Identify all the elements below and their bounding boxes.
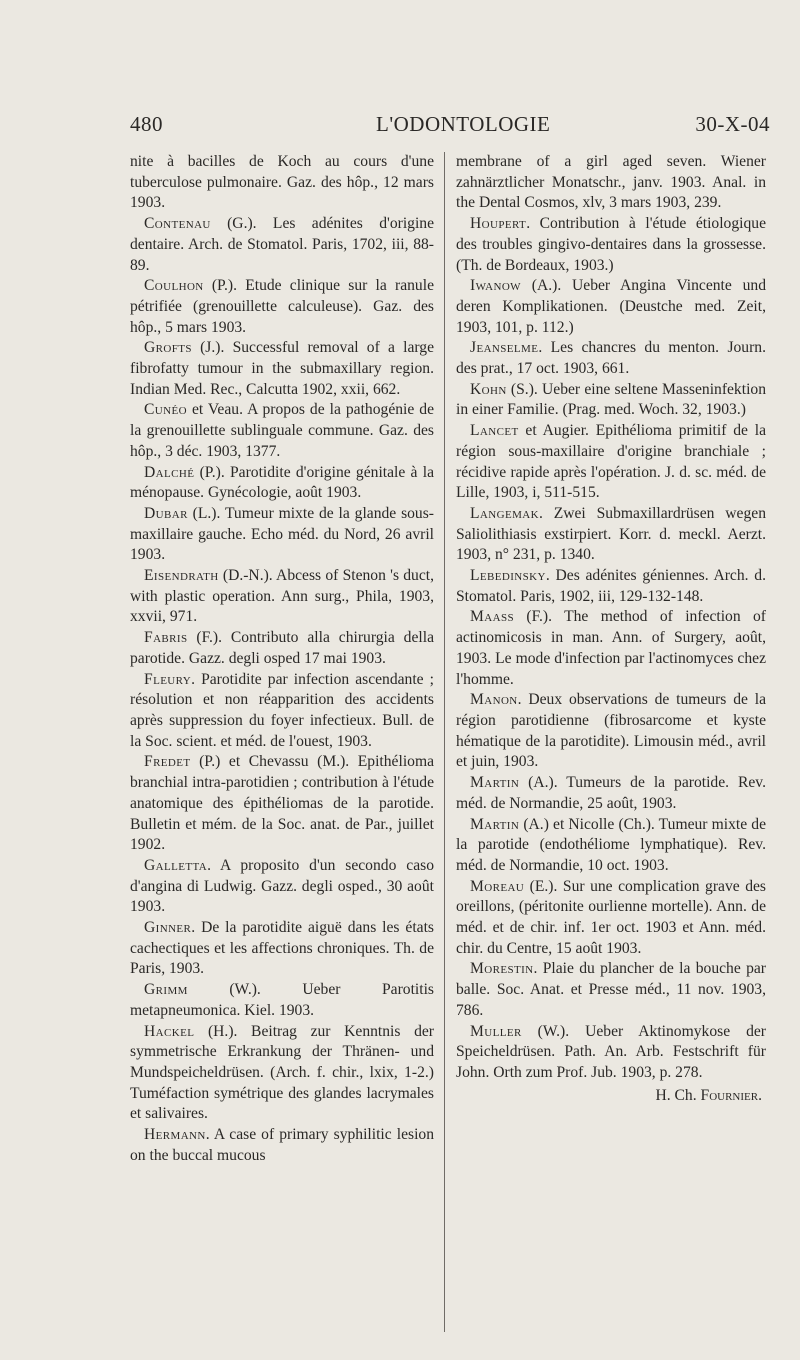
entry-text: . Zwei Submaxillardrüsen wegen Saliolithiasis exstirpiert. Korr. d. meckl. Aerzt. 1903, n° 231, p. 1340. bbox=[456, 504, 766, 564]
bibliography-entry bbox=[130, 918, 434, 980]
bibliography-entry bbox=[130, 276, 434, 338]
signature-name: Fournier bbox=[700, 1086, 759, 1104]
entry-author: Moreau bbox=[470, 877, 525, 895]
bibliography-entry bbox=[456, 959, 766, 1021]
bibliography-entry bbox=[456, 607, 766, 690]
entry-text: . A case of primary syphilitic lesion on the buccal mucous bbox=[130, 1126, 434, 1164]
bibliography-entry bbox=[456, 214, 766, 276]
journal-title: L'ODONTOLOGIE bbox=[376, 112, 551, 136]
entry-text: (H.). Beitrag zur Kenntnis der symmetrische Erkrankung der Thränen- und Mundspeicheldrüsen. (Arch. f. chir., lxix, 1-2.) Tuméfaction symétrique des glandes lacrymales et salivaires. bbox=[130, 1022, 434, 1123]
entry-text: . Parotidite par infection ascendante ; résolution et non réapparition des accidents après suppression du foyer infectieux. Bull. de la Soc. scient. et méd. de l'ouest, 1903. bbox=[130, 670, 434, 750]
bibliography-entry bbox=[130, 628, 434, 669]
bibliography-entry bbox=[130, 504, 434, 566]
issue-date: 30-X-04 bbox=[695, 112, 770, 136]
entry-author: Iwanow bbox=[470, 277, 521, 295]
entry-author: Grimm bbox=[144, 981, 188, 999]
bibliography-entry bbox=[456, 1022, 766, 1084]
bibliography-entry bbox=[130, 752, 434, 856]
entry-text: (D.-N.). Abcess of Stenon 's duct, with plastic operation. Ann surg., Phila, 1903, xxvii, 971. bbox=[130, 567, 434, 626]
entry-text: . Contribution à l'étude étiologique des troubles gingivo-dentaires dans la grossesse. (Th. de Bordeaux, 1903.) bbox=[456, 215, 766, 274]
bibliography-entry bbox=[130, 214, 434, 276]
entry-author: Contenau bbox=[144, 215, 211, 233]
entry-author: Dubar bbox=[144, 504, 188, 522]
entry-text: et Augier. Epithélioma primitif de la région sous-maxillaire d'origine branchiale ; récidive rapide après l'opération. J. d. sc. méd. de Lille, 1903, i, 511-515. bbox=[456, 422, 766, 502]
author-signature bbox=[456, 1086, 766, 1107]
right-column bbox=[456, 152, 766, 1106]
entry-author: Grofts bbox=[144, 339, 192, 357]
entry-text: (P.). Etude clinique sur la ranule pétrifiée (grenouillette calculeuse). Gaz. des hôp., 5 mars 1903. bbox=[130, 277, 434, 336]
entry-author: Lebedinsky bbox=[470, 567, 546, 585]
bibliography-entry bbox=[456, 152, 766, 214]
entry-author: Langemak bbox=[470, 504, 539, 522]
entry-author: Cunéo bbox=[144, 401, 187, 419]
entry-author: Fleury bbox=[144, 670, 192, 688]
bibliography-entry bbox=[130, 566, 434, 628]
entry-author: Fredet bbox=[144, 753, 191, 771]
entry-author: Martin bbox=[470, 815, 520, 833]
bibliography-entry bbox=[456, 773, 766, 814]
bibliography-entry bbox=[456, 380, 766, 421]
bibliography-entry bbox=[456, 566, 766, 607]
entry-author: Manon bbox=[470, 691, 518, 709]
bibliography-entry bbox=[130, 1125, 434, 1166]
signature-initials: H. Ch. bbox=[655, 1086, 701, 1104]
left-column bbox=[130, 152, 434, 1166]
bibliography-entry bbox=[456, 504, 766, 566]
entry-text: (F.). The method of infection of actinomicosis in man. Ann. of Surgery, août, 1903. Le mode d'infection par l'actinomyces chez l'homme. bbox=[456, 608, 766, 688]
entry-text: (A.) et Nicolle (Ch.). Tumeur mixte de la parotide (endothéliome lymphatique). Rev. méd. de Normandie, 10 oct. 1903. bbox=[456, 815, 766, 874]
entry-author: Hermann bbox=[144, 1126, 206, 1144]
entry-text: (A.). Ueber Angina Vincente und deren Komplikationen. (Deustche med. Zeit, 1903, 101, p. 112.) bbox=[456, 277, 766, 336]
bibliography-entry bbox=[456, 877, 766, 960]
entry-author: Hackel bbox=[144, 1022, 195, 1040]
bibliography-entry bbox=[130, 670, 434, 753]
bibliography-entry bbox=[456, 421, 766, 504]
entry-text: (W.). Ueber Aktinomykose der Speicheldrüsen. Path. An. Arb. Festschrift für John. Orth zum Prof. Jub. 1903, p. 278. bbox=[456, 1022, 766, 1081]
entry-author: Kohn bbox=[470, 380, 507, 398]
entry-text: (W.). Ueber Parotitis metapneumonica. Kiel. 1903. bbox=[130, 981, 434, 1019]
entry-author: Eisendrath bbox=[144, 567, 219, 585]
entry-text: (J.). Successful removal of a large fibrofatty tumour in the submaxillary region. Indian Med. Rec., Calcutta 1902, xxii, 662. bbox=[130, 339, 434, 398]
entry-text: (E.). Sur une complication grave des oreillons, (péritonite ourlienne mortelle). Ann. de méd. et de chir. inf. 1er oct. 1903 et Ann. méd. chir. du Centre, 15 août 1903. bbox=[456, 877, 766, 957]
signature-suffix: . bbox=[758, 1086, 762, 1104]
entry-text: . A proposito d'un secondo caso d'angina di Ludwig. Gazz. degli osped., 30 août 1903. bbox=[130, 856, 434, 916]
entry-author: Coulhon bbox=[144, 277, 204, 295]
running-header bbox=[130, 112, 770, 142]
entry-text: . Deux observations de tumeurs de la région parotidienne (fibrosarcome et kyste hématique de la parotidite). Limousin méd., avril et juin, 1903. bbox=[456, 691, 766, 771]
entry-text: (P.) et Chevassu (M.). Epithélioma branchial intra-parotidien ; contribution à l'étude anatomique des épithéliomas de la parotide. Bulletin et mém. de la Soc. anat. de Par., juillet 1902. bbox=[130, 753, 434, 854]
bibliography-entry bbox=[130, 1022, 434, 1126]
bibliography-entry bbox=[456, 815, 766, 877]
bibliography-entry bbox=[456, 276, 766, 338]
entry-text: . Des adénites géniennes. Arch. d. Stomatol. Paris, 1902, iii, 129-132-148. bbox=[456, 567, 766, 605]
entry-text: (L.). Tumeur mixte de la glande sous-maxillaire gauche. Echo méd. du Nord, 26 avril 1903. bbox=[130, 504, 434, 564]
bibliography-entry bbox=[130, 152, 434, 214]
entry-text: (P.). Parotidite d'origine génitale à la ménopause. Gynécologie, août 1903. bbox=[130, 463, 434, 502]
entry-author: Morestin bbox=[470, 960, 534, 978]
bibliography-entry bbox=[130, 338, 434, 400]
bibliography-entry bbox=[130, 980, 434, 1021]
bibliography-entry bbox=[130, 463, 434, 504]
entry-text: . Les chancres du menton. Journ. des prat., 17 oct. 1903, 661. bbox=[456, 339, 766, 378]
page-number: 480 bbox=[130, 112, 163, 136]
entry-author: Dalché bbox=[144, 463, 195, 481]
bibliography-entry bbox=[130, 856, 434, 918]
entry-author: Jeanselme bbox=[470, 339, 539, 357]
bibliography-entry bbox=[456, 338, 766, 379]
entry-text: (S.). Ueber eine seltene Masseninfektion in einer Familie. (Prag. med. Woch. 32, 1903.) bbox=[456, 380, 766, 419]
entry-author: Maass bbox=[470, 608, 514, 626]
bibliography-entry bbox=[456, 690, 766, 773]
bibliography-entry bbox=[130, 400, 434, 462]
entry-author: Galletta bbox=[144, 856, 208, 874]
entry-author: Fabris bbox=[144, 629, 188, 647]
entry-text: nite à bacilles de Koch au cours d'une tuberculose pulmonaire. Gaz. des hôp., 12 mars 1903. bbox=[130, 153, 434, 212]
entry-text: (A.). Tumeurs de la parotide. Rev. méd. de Normandie, 25 août, 1903. bbox=[456, 774, 766, 812]
entry-author: Lancet bbox=[470, 422, 519, 440]
entry-text: (F.). Contributo alla chirurgia della parotide. Gazz. degli osped 17 mai 1903. bbox=[130, 629, 434, 667]
entry-author: Martin bbox=[470, 774, 520, 792]
entry-author: Muller bbox=[470, 1022, 522, 1040]
entry-text: membrane of a girl aged seven. Wiener zahnärztlicher Monatschr., janv. 1903. Anal. in the Dental Cosmos, xlv, 3 mars 1903, 239. bbox=[456, 153, 766, 212]
entry-text: . Plaie du plancher de la bouche par balle. Soc. Anat. et Presse méd., 11 nov. 1903, 786. bbox=[456, 960, 766, 1019]
entry-text: (G.). Les adénites d'origine dentaire. Arch. de Stomatol. Paris, 1702, iii, 88-89. bbox=[130, 215, 434, 274]
entry-text: . De la parotidite aiguë dans les états cachectiques et les affections chroniques. Th. de Paris, 1903. bbox=[130, 919, 434, 978]
entry-text: et Veau. A propos de la pathogénie de la grenouillette sublinguale commune. Gaz. des hôp., 3 déc. 1903, 1377. bbox=[130, 401, 434, 460]
entry-author: Houpert bbox=[470, 215, 527, 233]
entry-author: Ginner bbox=[144, 919, 192, 937]
